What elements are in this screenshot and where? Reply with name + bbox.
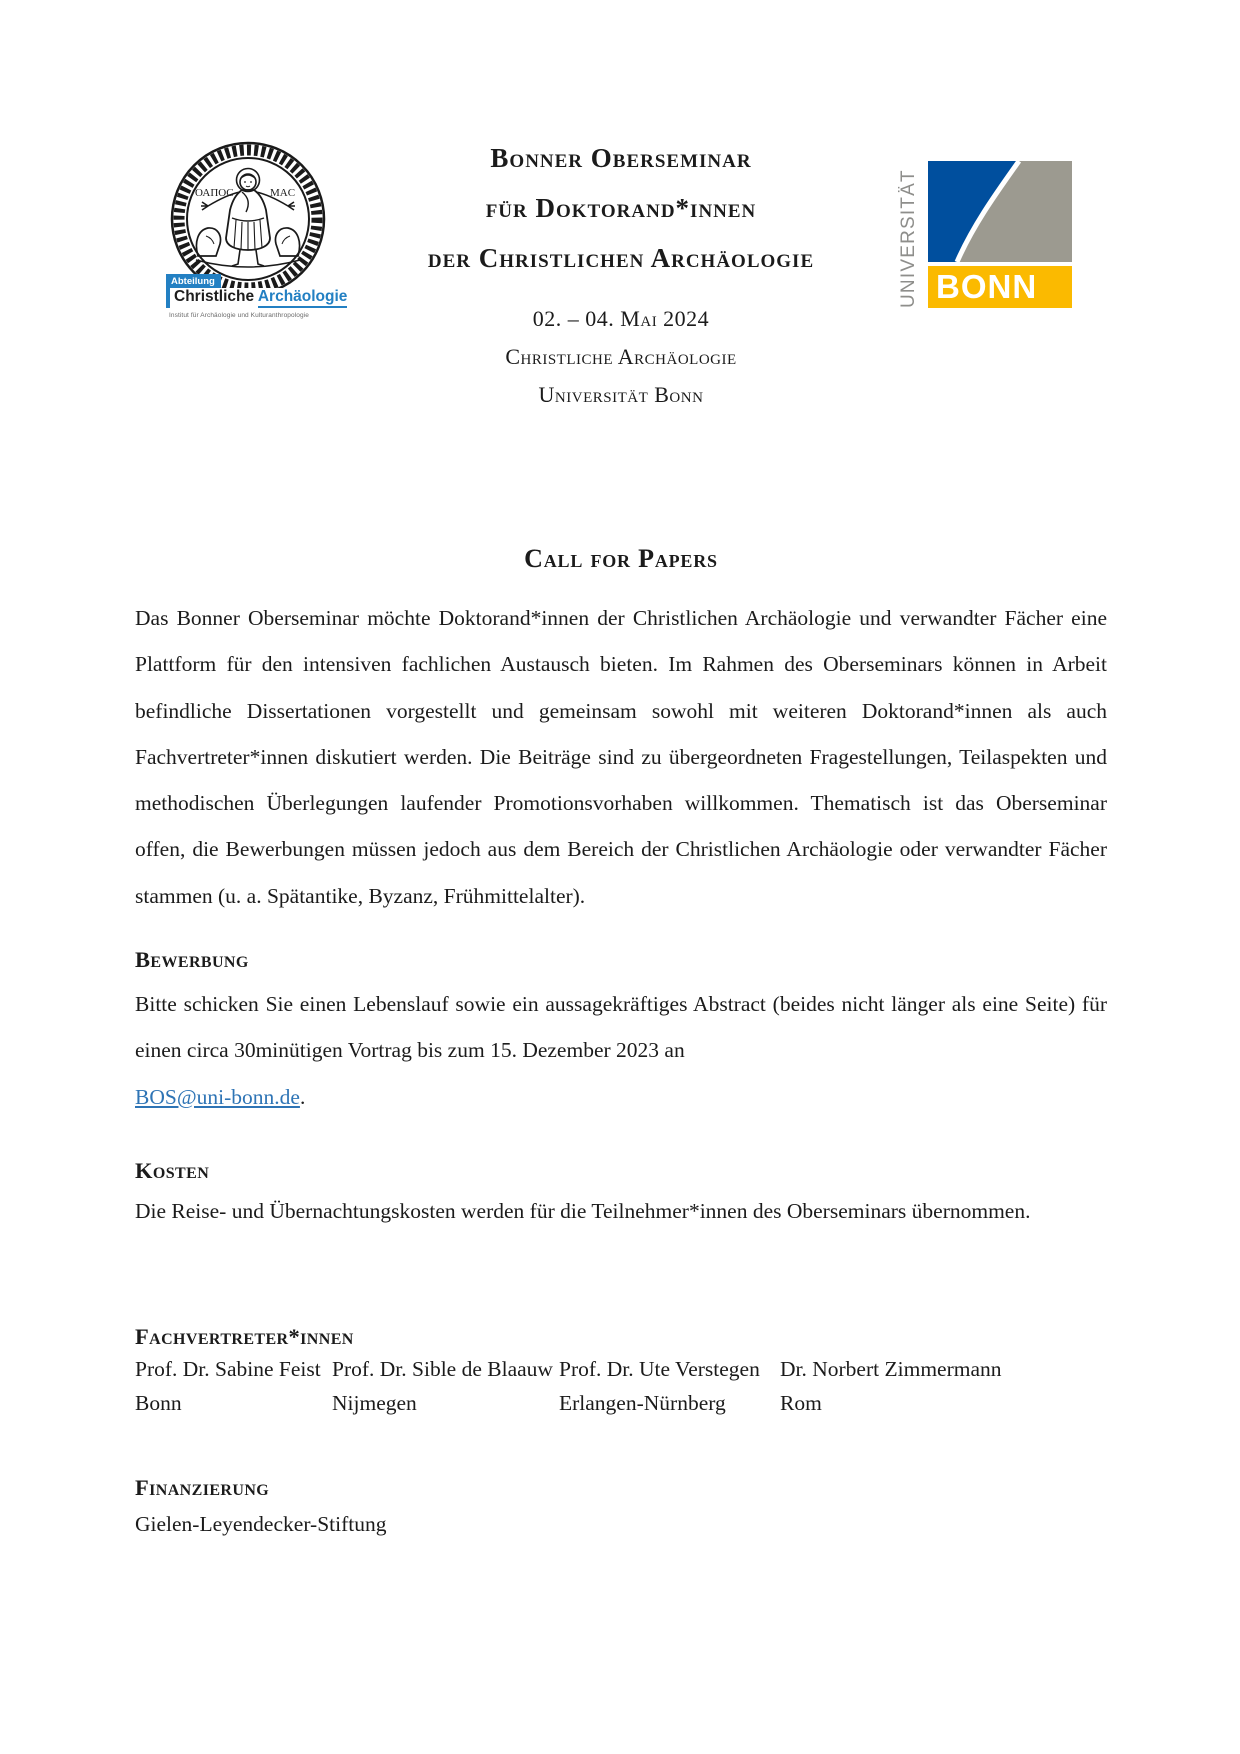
department-logo: [160, 134, 348, 326]
member-place: Rom: [780, 1391, 822, 1416]
bonn-square-graphic: [928, 161, 1072, 262]
event-institution: Universität Bonn: [538, 382, 704, 407]
member-name: Prof. Dr. Sible de Blaauw: [332, 1357, 553, 1382]
department-name: [166, 288, 350, 308]
fachvertreter-table: [135, 1352, 1107, 1420]
member-place: Bonn: [135, 1391, 182, 1416]
member-name: Prof. Dr. Ute Verstegen: [559, 1357, 760, 1382]
email-link[interactable]: BOS@uni-bonn.de: [135, 1084, 300, 1109]
department-name-black: Christliche: [174, 288, 255, 305]
member-name: Dr. Norbert Zimmermann: [780, 1357, 1002, 1382]
member-place: Erlangen-Nürnberg: [559, 1391, 726, 1416]
event-host: Christliche Archäologie: [505, 344, 737, 369]
bewerbung-paragraph: [135, 981, 1107, 1120]
bonn-wordmark: BONN: [928, 266, 1072, 308]
kosten-paragraph: Die Reise- und Übernachtungskosten werden für die Teilnehmer*innen des Oberseminars übernommen.: [135, 1198, 1031, 1223]
seal-text-right: MAC: [270, 187, 296, 199]
abteilung-badge: Abteilung: [166, 274, 221, 289]
department-name-blue: Archäologie: [258, 288, 348, 308]
title-line-2: für Doktorand*innen: [485, 193, 757, 223]
fachvertreter-heading: Fachvertreter*innen: [135, 1324, 354, 1350]
email-period: .: [299, 1084, 306, 1109]
department-caption: Institut für Archäologie und Kulturanthropologie: [169, 312, 309, 319]
member-name: Prof. Dr. Sabine Feist: [135, 1357, 321, 1382]
finanzierung-heading: Finanzierung: [135, 1475, 270, 1501]
intro-paragraph: Das Bonner Oberseminar möchte Doktorand*innen der Christlichen Archäologie und verwandter Fächer eine Plattform für den intensiven fachlichen Austausch bieten. Im Rahmen des Oberseminars können in Arbeit befindliche Dissertationen vorgestellt und gemeinsam sowohl mit weiteren Doktorand*innen als auch Fachvertreter*innen diskutiert werden. Die Beiträge sind zu übergeordneten Fragestellungen, Teilaspekten und methodischen Überlegungen laufender Promotionsvorhaben willkommen. Thematisch ist das Oberseminar offen, die Bewerbungen müssen jedoch aus dem Bereich der Christlichen Archäologie oder verwandter Fächer stammen (u. a. Spätantike, Byzanz, Frühmittelalter).: [135, 606, 1107, 908]
bewerbung-heading: Bewerbung: [135, 947, 249, 973]
bewerbung-text: Bitte schicken Sie einen Lebenslauf sowie ein aussagekräftiges Abstract (beides nicht länger als eine Seite) für einen circa 30minütigen Vortrag bis zum 15. Dezember 2023 an: [135, 992, 1107, 1063]
member-place: Nijmegen: [332, 1391, 417, 1416]
finanzierung-text: Gielen-Leyendecker-Stiftung: [135, 1512, 387, 1537]
kosten-heading: Kosten: [135, 1157, 210, 1183]
call-for-papers-heading: Call for Papers: [524, 544, 718, 573]
title-line-3: der Christlichen Archäologie: [427, 243, 815, 273]
event-date: 02. – 04. Mai 2024: [532, 306, 710, 331]
title-line-1: Bonner Oberseminar: [490, 143, 752, 173]
uni-bonn-logo: [898, 160, 1074, 308]
universitaet-vertical-label: UNIVERSITÄT: [898, 169, 919, 308]
seal-text-left: ΟΑΠΟC: [195, 187, 234, 199]
